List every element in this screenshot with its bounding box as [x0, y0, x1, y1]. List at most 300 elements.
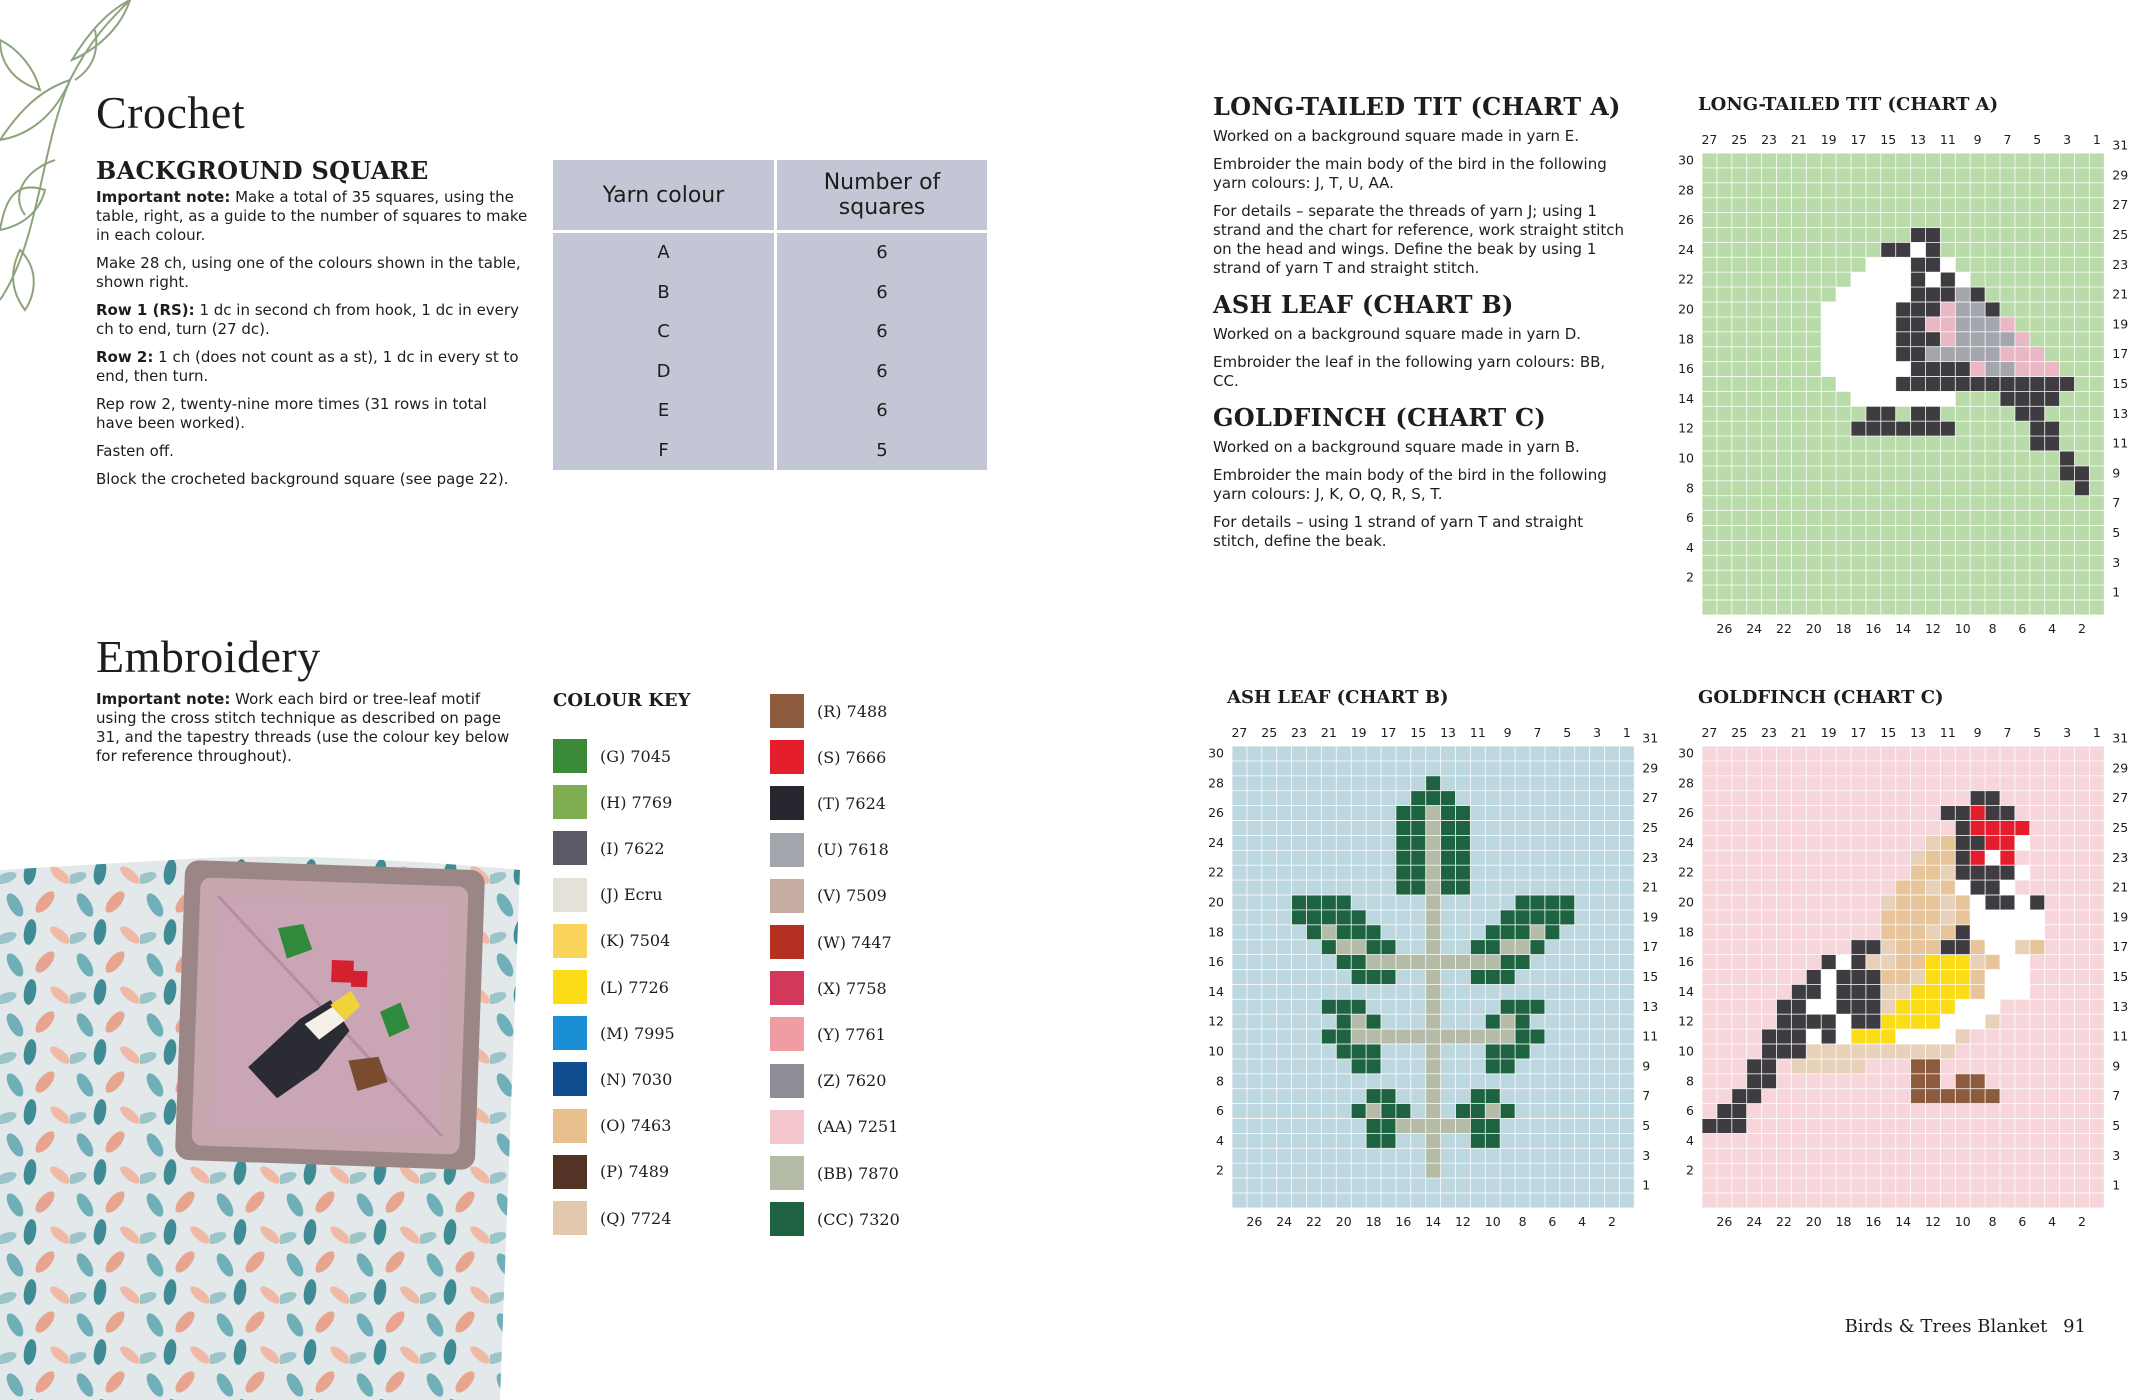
axis-label: 1 — [2092, 725, 2101, 740]
stitch-cell — [1970, 791, 1985, 806]
stitch-cell — [1926, 272, 1941, 287]
stitch-cell — [2000, 332, 2015, 347]
stitch-cell — [1970, 910, 1985, 925]
stitch-cell — [1456, 821, 1471, 836]
stitch-cell — [1955, 317, 1970, 332]
axis-label: 6 — [1216, 1103, 1224, 1119]
stitch-cell — [1381, 1133, 1396, 1148]
stitch-cell — [1926, 377, 1941, 392]
table-cell: A — [553, 232, 776, 273]
stitch-cell — [2030, 377, 2045, 392]
stitch-cell — [2060, 377, 2075, 392]
stitch-cell — [1530, 1029, 1545, 1044]
colour-swatch — [553, 878, 587, 912]
stitch-cell — [1821, 1044, 1836, 1059]
axis-label: 28 — [1678, 775, 1694, 791]
stitch-cell — [2045, 421, 2060, 436]
axis-label: 5 — [2112, 524, 2121, 540]
stitch-cell — [1351, 999, 1366, 1014]
stitch-cell — [1911, 377, 1926, 392]
stitch-cell — [1940, 999, 1955, 1014]
axis-label: 25 — [1642, 819, 1659, 835]
stitch-cell — [1366, 1104, 1381, 1119]
colour-key-label: (J) Ecru — [600, 885, 663, 905]
stitch-cell — [1970, 835, 1985, 850]
colour-key-item — [770, 1109, 898, 1145]
stitch-cell — [1456, 880, 1471, 895]
stitch-cell — [1926, 1059, 1941, 1074]
colour-key-label: (T) 7624 — [817, 793, 886, 813]
stitch-cell — [1985, 362, 2000, 377]
axis-label: 13 — [1910, 725, 1927, 740]
axis-label: 13 — [2112, 405, 2129, 421]
axis-label: 21 — [1642, 879, 1659, 895]
stitch-cell — [1851, 999, 1866, 1014]
stitch-cell — [1336, 1029, 1351, 1044]
stitch-cell — [2060, 451, 2075, 466]
axis-label: 22 — [1775, 620, 1792, 636]
stitch-cell — [1866, 377, 1881, 392]
axis-label: 6 — [1548, 1213, 1557, 1229]
stitch-cell — [2000, 955, 2015, 970]
axis-label: 7 — [1533, 725, 1542, 740]
stitch-cell — [1940, 391, 1955, 406]
stitch-cell — [2045, 362, 2060, 377]
axis-label: 30 — [1678, 152, 1694, 168]
stitch-cell — [2030, 436, 2045, 451]
axis-label: 27 — [1701, 132, 1718, 147]
axis-label: 27 — [1231, 725, 1248, 740]
stitch-cell — [1911, 999, 1926, 1014]
colour-swatch — [553, 970, 587, 1004]
stitch-cell — [1881, 272, 1896, 287]
stitch-cell — [1851, 287, 1866, 302]
chart-a-text — [1213, 127, 1633, 278]
axis-label: 11 — [2112, 1028, 2129, 1044]
stitch-cell — [1866, 332, 1881, 347]
stitch-cell — [1426, 940, 1441, 955]
stitch-cell — [1911, 257, 1926, 272]
stitch-cell — [1530, 910, 1545, 925]
stitch-cell — [1955, 1014, 1970, 1029]
axis-label: 4 — [2048, 1213, 2057, 1229]
stitch-cell — [1470, 955, 1485, 970]
axis-label: 12 — [1678, 420, 1694, 436]
stitch-cell — [1970, 895, 1985, 910]
stitch-cell — [1896, 391, 1911, 406]
stitch-cell — [1366, 1089, 1381, 1104]
stitch-cell — [1806, 970, 1821, 985]
axis-label: 31 — [2112, 137, 2129, 153]
stitch-cell — [1851, 1044, 1866, 1059]
stitch-cell — [1955, 835, 1970, 850]
stitch-cell — [1896, 895, 1911, 910]
axis-label: 13 — [1642, 998, 1659, 1014]
stitch-cell — [1702, 1119, 1717, 1134]
axis-label: 16 — [1678, 361, 1694, 377]
stitch-cell — [1530, 895, 1545, 910]
stitch-cell — [1911, 895, 1926, 910]
stitch-cell — [1881, 362, 1896, 377]
stitch-cell — [1926, 850, 1941, 865]
axis-label: 19 — [1820, 132, 1837, 147]
stitch-cell — [1881, 347, 1896, 362]
stitch-cell — [1911, 332, 1926, 347]
axis-label: 13 — [1910, 132, 1927, 147]
table-row — [553, 232, 987, 273]
stitch-cell — [1896, 421, 1911, 436]
stitch-cell — [2015, 391, 2030, 406]
stitch-cell — [2015, 835, 2030, 850]
stitch-cell — [2000, 821, 2015, 836]
stitch-cell — [1970, 970, 1985, 985]
colour-swatch — [553, 1062, 587, 1096]
stitch-cell — [1881, 999, 1896, 1014]
stitch-cell — [1292, 895, 1307, 910]
stitch-cell — [1515, 895, 1530, 910]
table-row — [553, 273, 987, 313]
axis-label: 3 — [1642, 1147, 1651, 1163]
yarn-table — [553, 160, 987, 470]
stitch-cell — [1426, 910, 1441, 925]
stitch-cell — [1426, 1074, 1441, 1089]
axis-label: 28 — [1208, 775, 1224, 791]
stitch-cell — [1985, 925, 2000, 940]
stitch-cell — [1836, 302, 1851, 317]
axis-label: 26 — [1208, 805, 1224, 821]
stitch-cell — [1940, 970, 1955, 985]
colour-key-item — [553, 738, 671, 774]
stitch-cell — [1441, 865, 1456, 880]
stitch-cell — [1926, 999, 1941, 1014]
stitch-cell — [1881, 242, 1896, 257]
footer-book-title: Birds & Trees Blanket — [1844, 1316, 2048, 1337]
stitch-cell — [1806, 984, 1821, 999]
stitch-cell — [1351, 955, 1366, 970]
axis-label: 20 — [1805, 620, 1822, 636]
stitch-cell — [1896, 984, 1911, 999]
stitch-cell — [1515, 1029, 1530, 1044]
axis-label: 23 — [2112, 256, 2129, 272]
stitch-cell — [1881, 1014, 1896, 1029]
axis-label: 16 — [1865, 1213, 1882, 1229]
axis-label: 25 — [2112, 226, 2129, 242]
stitch-cell — [1911, 287, 1926, 302]
stitch-cell — [1851, 955, 1866, 970]
stitch-cell — [1441, 1119, 1456, 1134]
axis-label: 17 — [1380, 725, 1397, 740]
stitch-cell — [2015, 347, 2030, 362]
stitch-cell — [1926, 1044, 1941, 1059]
stitch-cell — [1821, 984, 1836, 999]
stitch-cell — [1896, 377, 1911, 392]
stitch-cell — [1777, 999, 1792, 1014]
axis-label: 25 — [1731, 132, 1748, 147]
table-cell: 5 — [876, 439, 888, 461]
stitch-cell — [1485, 1029, 1500, 1044]
stitch-cell — [1411, 1029, 1426, 1044]
axis-label: 8 — [1518, 1213, 1527, 1229]
stitch-cell — [1791, 1059, 1806, 1074]
stitch-cell — [1426, 955, 1441, 970]
stitch-cell — [1426, 880, 1441, 895]
stitch-cell — [2030, 421, 2045, 436]
stitch-cell — [1866, 940, 1881, 955]
stitch-cell — [1470, 1089, 1485, 1104]
stitch-cell — [1500, 1029, 1515, 1044]
stitch-cell — [1500, 1059, 1515, 1074]
stitch-cell — [1851, 1014, 1866, 1029]
chart-a-grid — [1670, 125, 2129, 645]
colour-key-label: (AA) 7251 — [817, 1117, 899, 1137]
stitch-cell — [1456, 806, 1471, 821]
stitch-cell — [1896, 925, 1911, 940]
stitch-cell — [1441, 821, 1456, 836]
colour-key-label: (L) 7726 — [600, 977, 669, 997]
stitch-cell — [1396, 835, 1411, 850]
table-row — [553, 431, 987, 471]
axis-label: 5 — [1642, 1117, 1651, 1133]
stitch-cell — [1955, 910, 1970, 925]
stitch-cell — [1485, 1014, 1500, 1029]
colour-swatch — [553, 1155, 587, 1189]
stitch-cell — [1940, 317, 1955, 332]
stitch-cell — [2015, 821, 2030, 836]
stitch-cell — [1336, 895, 1351, 910]
axis-label: 19 — [2112, 909, 2129, 925]
stitch-cell — [1970, 1014, 1985, 1029]
stitch-cell — [1411, 791, 1426, 806]
axis-label: 7 — [1642, 1088, 1651, 1104]
stitch-cell — [1411, 806, 1426, 821]
stitch-cell — [1456, 835, 1471, 850]
axis-label: 23 — [1761, 132, 1778, 147]
colour-key-label: (BB) 7870 — [817, 1163, 899, 1183]
stitch-cell — [1926, 970, 1941, 985]
stitch-cell — [1456, 1029, 1471, 1044]
stitch-cell — [2000, 984, 2015, 999]
background-square-heading: BACKGROUND SQUARE — [96, 156, 429, 185]
stitch-cell — [1821, 332, 1836, 347]
stitch-cell — [1955, 272, 1970, 287]
axis-label: 23 — [1291, 725, 1308, 740]
stitch-cell — [1985, 835, 2000, 850]
axis-label: 27 — [2112, 790, 2129, 806]
stitch-cell — [1836, 970, 1851, 985]
stitch-cell — [1426, 1133, 1441, 1148]
stitch-cell — [1926, 865, 1941, 880]
stitch-cell — [1851, 421, 1866, 436]
colour-swatch — [770, 833, 804, 867]
stitch-cell — [1836, 1014, 1851, 1029]
stitch-cell — [1896, 242, 1911, 257]
stitch-cell — [1970, 850, 1985, 865]
stitch-cell — [2015, 865, 2030, 880]
stitch-cell — [1426, 1119, 1441, 1134]
stitch-cell — [1896, 1044, 1911, 1059]
axis-label: 17 — [2112, 346, 2129, 362]
stitch-cell — [1970, 377, 1985, 392]
stitch-cell — [1515, 940, 1530, 955]
stitch-cell — [1545, 925, 1560, 940]
stitch-cell — [1985, 302, 2000, 317]
stitch-cell — [1881, 287, 1896, 302]
stitch-cell — [1881, 910, 1896, 925]
stitch-cell — [1791, 1044, 1806, 1059]
stitch-cell — [1896, 362, 1911, 377]
stitch-cell — [1836, 1059, 1851, 1074]
stitch-cell — [1321, 910, 1336, 925]
axis-label: 22 — [1208, 864, 1224, 880]
stitch-cell — [1426, 791, 1441, 806]
yarn-table-header — [553, 160, 987, 232]
axis-label: 3 — [2063, 725, 2072, 740]
axis-label: 11 — [1469, 725, 1486, 740]
axis-label: 23 — [1761, 725, 1778, 740]
stitch-cell — [1806, 1044, 1821, 1059]
chart-c-heading: GOLDFINCH (CHART C) — [1213, 403, 1547, 432]
stitch-cell — [1836, 1044, 1851, 1059]
stitch-cell — [2000, 377, 2015, 392]
stitch-cell — [1940, 910, 1955, 925]
stitch-cell — [1806, 999, 1821, 1014]
axis-label: 31 — [2112, 730, 2129, 746]
stitch-cell — [1426, 865, 1441, 880]
stitch-cell — [1426, 925, 1441, 940]
axis-label: 10 — [1208, 1043, 1224, 1059]
colour-swatch — [553, 1109, 587, 1143]
stitch-cell — [1955, 347, 1970, 362]
stitch-cell — [1985, 880, 2000, 895]
axis-label: 27 — [1701, 725, 1718, 740]
stitch-cell — [1351, 970, 1366, 985]
stitch-cell — [1485, 1104, 1500, 1119]
colour-key-item — [553, 1061, 672, 1097]
stitch-cell — [1747, 1059, 1762, 1074]
stitch-cell — [1336, 940, 1351, 955]
axis-label: 23 — [2112, 849, 2129, 865]
axis-label: 12 — [1208, 1013, 1224, 1029]
stitch-cell — [1940, 362, 1955, 377]
chart-instructions — [1213, 92, 1633, 560]
stitch-cell — [1426, 1148, 1441, 1163]
crochet-row2: Row 2: 1 ch (does not count as a st), 1 dc in every st to end, then turn. — [96, 348, 519, 385]
stitch-cell — [1955, 806, 1970, 821]
axis-label: 1 — [2092, 132, 2101, 147]
stitch-cell — [1911, 1074, 1926, 1089]
colour-key-label: (M) 7995 — [600, 1023, 675, 1043]
stitch-cell — [2045, 436, 2060, 451]
axis-label: 2 — [1686, 569, 1694, 585]
stitch-cell — [1911, 1029, 1926, 1044]
axis-label: 9 — [2112, 465, 2121, 481]
stitch-cell — [1985, 865, 2000, 880]
axis-label: 18 — [1208, 924, 1224, 940]
stitch-cell — [2000, 880, 2015, 895]
crochet-paragraph: Fasten off. — [96, 442, 174, 460]
stitch-cell — [1911, 925, 1926, 940]
stitch-cell — [1485, 1044, 1500, 1059]
table-cell: C — [553, 312, 776, 352]
stitch-cell — [1896, 910, 1911, 925]
stitch-cell — [1911, 242, 1926, 257]
stitch-cell — [1836, 362, 1851, 377]
stitch-cell — [1926, 910, 1941, 925]
stitch-cell — [1821, 362, 1836, 377]
axis-label: 2 — [1607, 1213, 1616, 1229]
stitch-cell — [1821, 1059, 1836, 1074]
stitch-cell — [1881, 1029, 1896, 1044]
stitch-cell — [1500, 999, 1515, 1014]
stitch-cell — [1381, 970, 1396, 985]
stitch-cell — [1940, 850, 1955, 865]
axis-label: 2 — [2077, 620, 2086, 636]
stitch-cell — [1955, 970, 1970, 985]
stitch-cell — [1426, 895, 1441, 910]
colour-key-label: (X) 7758 — [817, 978, 887, 998]
stitch-cell — [1762, 1044, 1777, 1059]
axis-label: 14 — [1425, 1213, 1442, 1229]
stitch-cell — [1515, 910, 1530, 925]
colour-key-item — [553, 784, 672, 820]
stitch-cell — [1911, 970, 1926, 985]
stitch-cell — [1821, 1029, 1836, 1044]
stitch-cell — [1955, 865, 1970, 880]
stitch-cell — [1866, 391, 1881, 406]
stitch-cell — [1940, 347, 1955, 362]
stitch-cell — [1940, 806, 1955, 821]
stitch-cell — [1821, 999, 1836, 1014]
stitch-cell — [1381, 1119, 1396, 1134]
stitch-cell — [1985, 332, 2000, 347]
stitch-cell — [1336, 1044, 1351, 1059]
stitch-cell — [2015, 895, 2030, 910]
stitch-cell — [1396, 806, 1411, 821]
axis-label: 15 — [2112, 375, 2129, 391]
stitch-cell — [2015, 925, 2030, 940]
stitch-cell — [1411, 955, 1426, 970]
stitch-cell — [1940, 940, 1955, 955]
stitch-cell — [1970, 806, 1985, 821]
stitch-cell — [1955, 362, 1970, 377]
axis-label: 16 — [1395, 1213, 1412, 1229]
stitch-cell — [1485, 1119, 1500, 1134]
colour-swatch — [553, 739, 587, 773]
axis-label: 15 — [2112, 968, 2129, 984]
stitch-cell — [1955, 955, 1970, 970]
stitch-cell — [1456, 1104, 1471, 1119]
axis-label: 7 — [2112, 1088, 2121, 1104]
stitch-cell — [1500, 1014, 1515, 1029]
stitch-cell — [1426, 1089, 1441, 1104]
blanket-photo — [0, 830, 530, 1400]
axis-label: 9 — [1503, 725, 1512, 740]
stitch-cell — [1426, 999, 1441, 1014]
stitch-cell — [1911, 1089, 1926, 1104]
colour-key-item — [770, 785, 886, 821]
stitch-cell — [1777, 1029, 1792, 1044]
colour-key-label: (V) 7509 — [817, 886, 887, 906]
axis-label: 21 — [2112, 286, 2129, 302]
axis-label: 24 — [1276, 1213, 1293, 1229]
paragraph: Worked on a background square made in yarn E. — [1213, 127, 1579, 145]
stitch-cell — [1426, 776, 1441, 791]
stitch-cell — [1515, 1044, 1530, 1059]
stitch-cell — [1985, 850, 2000, 865]
stitch-cell — [1321, 895, 1336, 910]
colour-swatch — [553, 831, 587, 865]
axis-label: 8 — [1988, 1213, 1997, 1229]
